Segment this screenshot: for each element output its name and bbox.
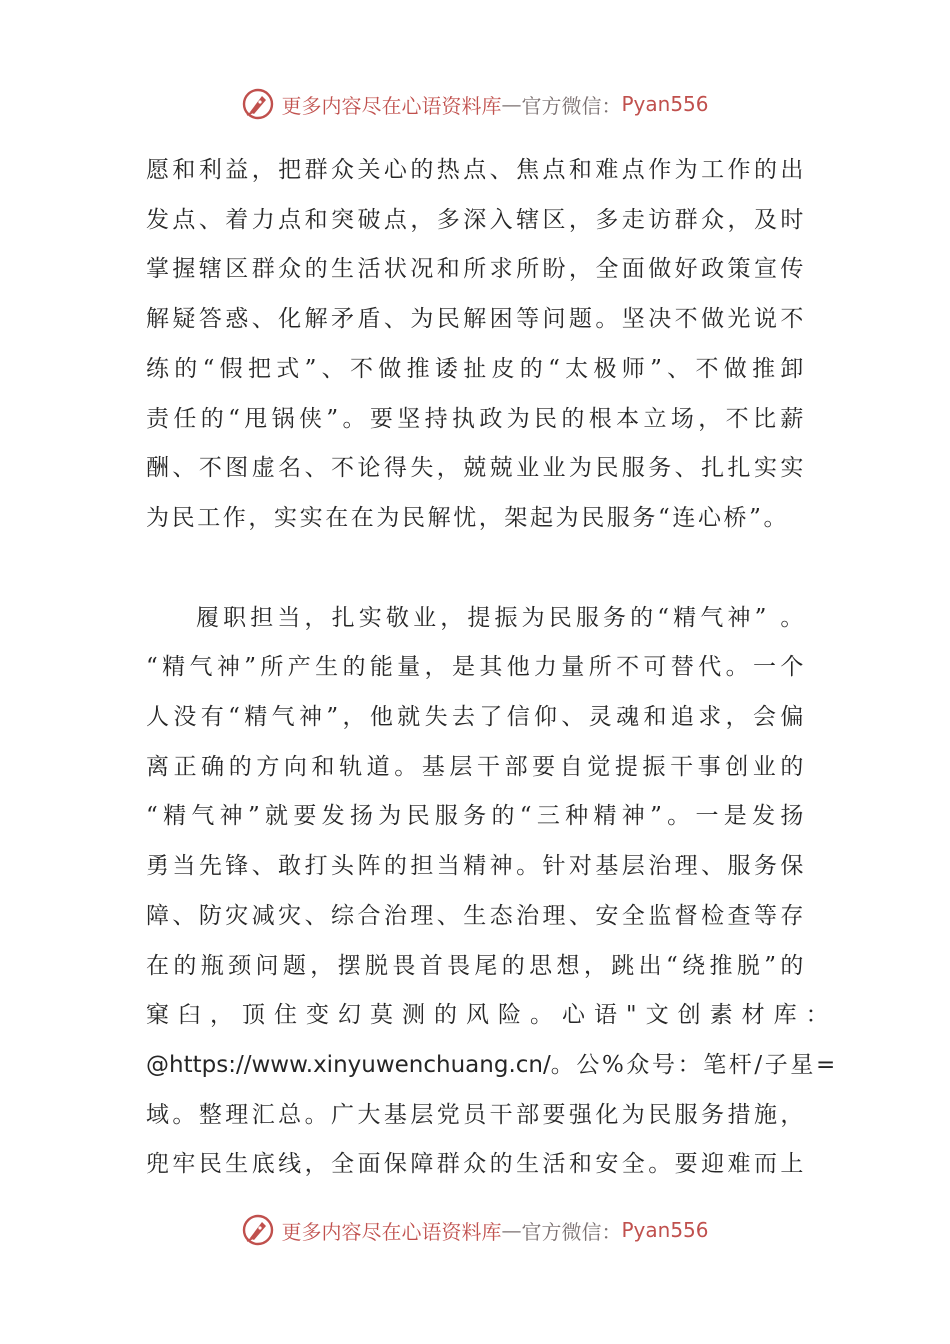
text-line: 发点、着力点和突破点，多深入辖区，多走访群众，及时 <box>146 206 806 233</box>
banner-dash: — <box>501 92 522 116</box>
text-line-with-url <box>146 1041 838 1091</box>
text-line: 掌握辖区群众的生活状况和所求所盼，全面做好政策宣传 <box>146 256 806 283</box>
text-line: 障、防灾减灾、综合治理、生态治理、安全监督检查等存 <box>146 902 806 929</box>
text-line: 履职担当，扎实敬业，提振为民服务的“精气神” 。 <box>196 604 806 631</box>
text-line: 离正确的方向和轨道。基层干部要自觉提振干事创业的 <box>146 753 806 780</box>
banner-slogan: 更多内容尽在心语资料库 <box>281 1219 502 1244</box>
banner-dash: — <box>501 1218 522 1242</box>
text-line: 在的瓶颈问题，摆脱畏首畏尾的思想，跳出“绕推脱”的 <box>146 952 806 979</box>
website-url: @https://www.xinyuwenchuang.cn/ <box>146 1051 551 1078</box>
pen-nib-seal-icon <box>241 87 275 121</box>
banner-wechat-id: Pyan556 <box>621 92 709 116</box>
footer-banner <box>0 1210 950 1250</box>
text-line: 域。整理汇总。广大基层党员干部要强化为民服务措施， <box>146 1101 806 1128</box>
text-line: 愿和利益，把群众关心的热点、焦点和难点作为工作的出 <box>146 157 806 183</box>
banner-slogan: 更多内容尽在心语资料库 <box>281 93 502 118</box>
pen-nib-seal-icon <box>241 1213 275 1247</box>
text-line: 兜牢民生底线，全面保障群众的生活和安全。要迎难而上 <box>146 1151 806 1178</box>
text-line: 窠臼，顶住变幻莫测的风险。心语"文创素材库： <box>146 1002 838 1029</box>
text-line: 责任的“甩锅侠”。要坚持执政为民的根本立场，不比薪 <box>146 405 806 432</box>
banner-wechat-id: Pyan556 <box>621 1218 709 1242</box>
document-body <box>146 146 838 1190</box>
header-banner <box>0 84 950 124</box>
text-line: “精气神”所产生的能量，是其他力量所不可替代。一个 <box>146 654 806 681</box>
paragraph-1 <box>146 146 806 544</box>
text-line: “精气神”就要发扬为民服务的“三种精神”。一是发扬 <box>146 803 806 830</box>
paragraph-2 <box>146 594 838 1190</box>
text-line: 人没有“精气神”，他就失去了信仰、灵魂和追求，会偏 <box>146 704 806 731</box>
banner-label: 官方微信： <box>521 93 622 118</box>
text-line: 练的“假把式”、不做推诿扯皮的“太极师”、不做推卸 <box>146 355 806 382</box>
banner-label: 官方微信： <box>521 1219 622 1244</box>
text-line: 勇当先锋、敢打头阵的担当精神。针对基层治理、服务保 <box>146 853 806 880</box>
text-line: 解疑答惑、化解矛盾、为民解困等问题。坚决不做光说不 <box>146 306 806 333</box>
text-line: 为民工作，实实在在为民解忧，架起为民服务“连心桥”。 <box>146 504 790 531</box>
text-line: 酬、不图虚名、不论得失，兢兢业业为民服务、扎扎实实 <box>146 455 806 482</box>
url-tail-text: 。公%众号：笔杆/子星= <box>550 1051 838 1078</box>
